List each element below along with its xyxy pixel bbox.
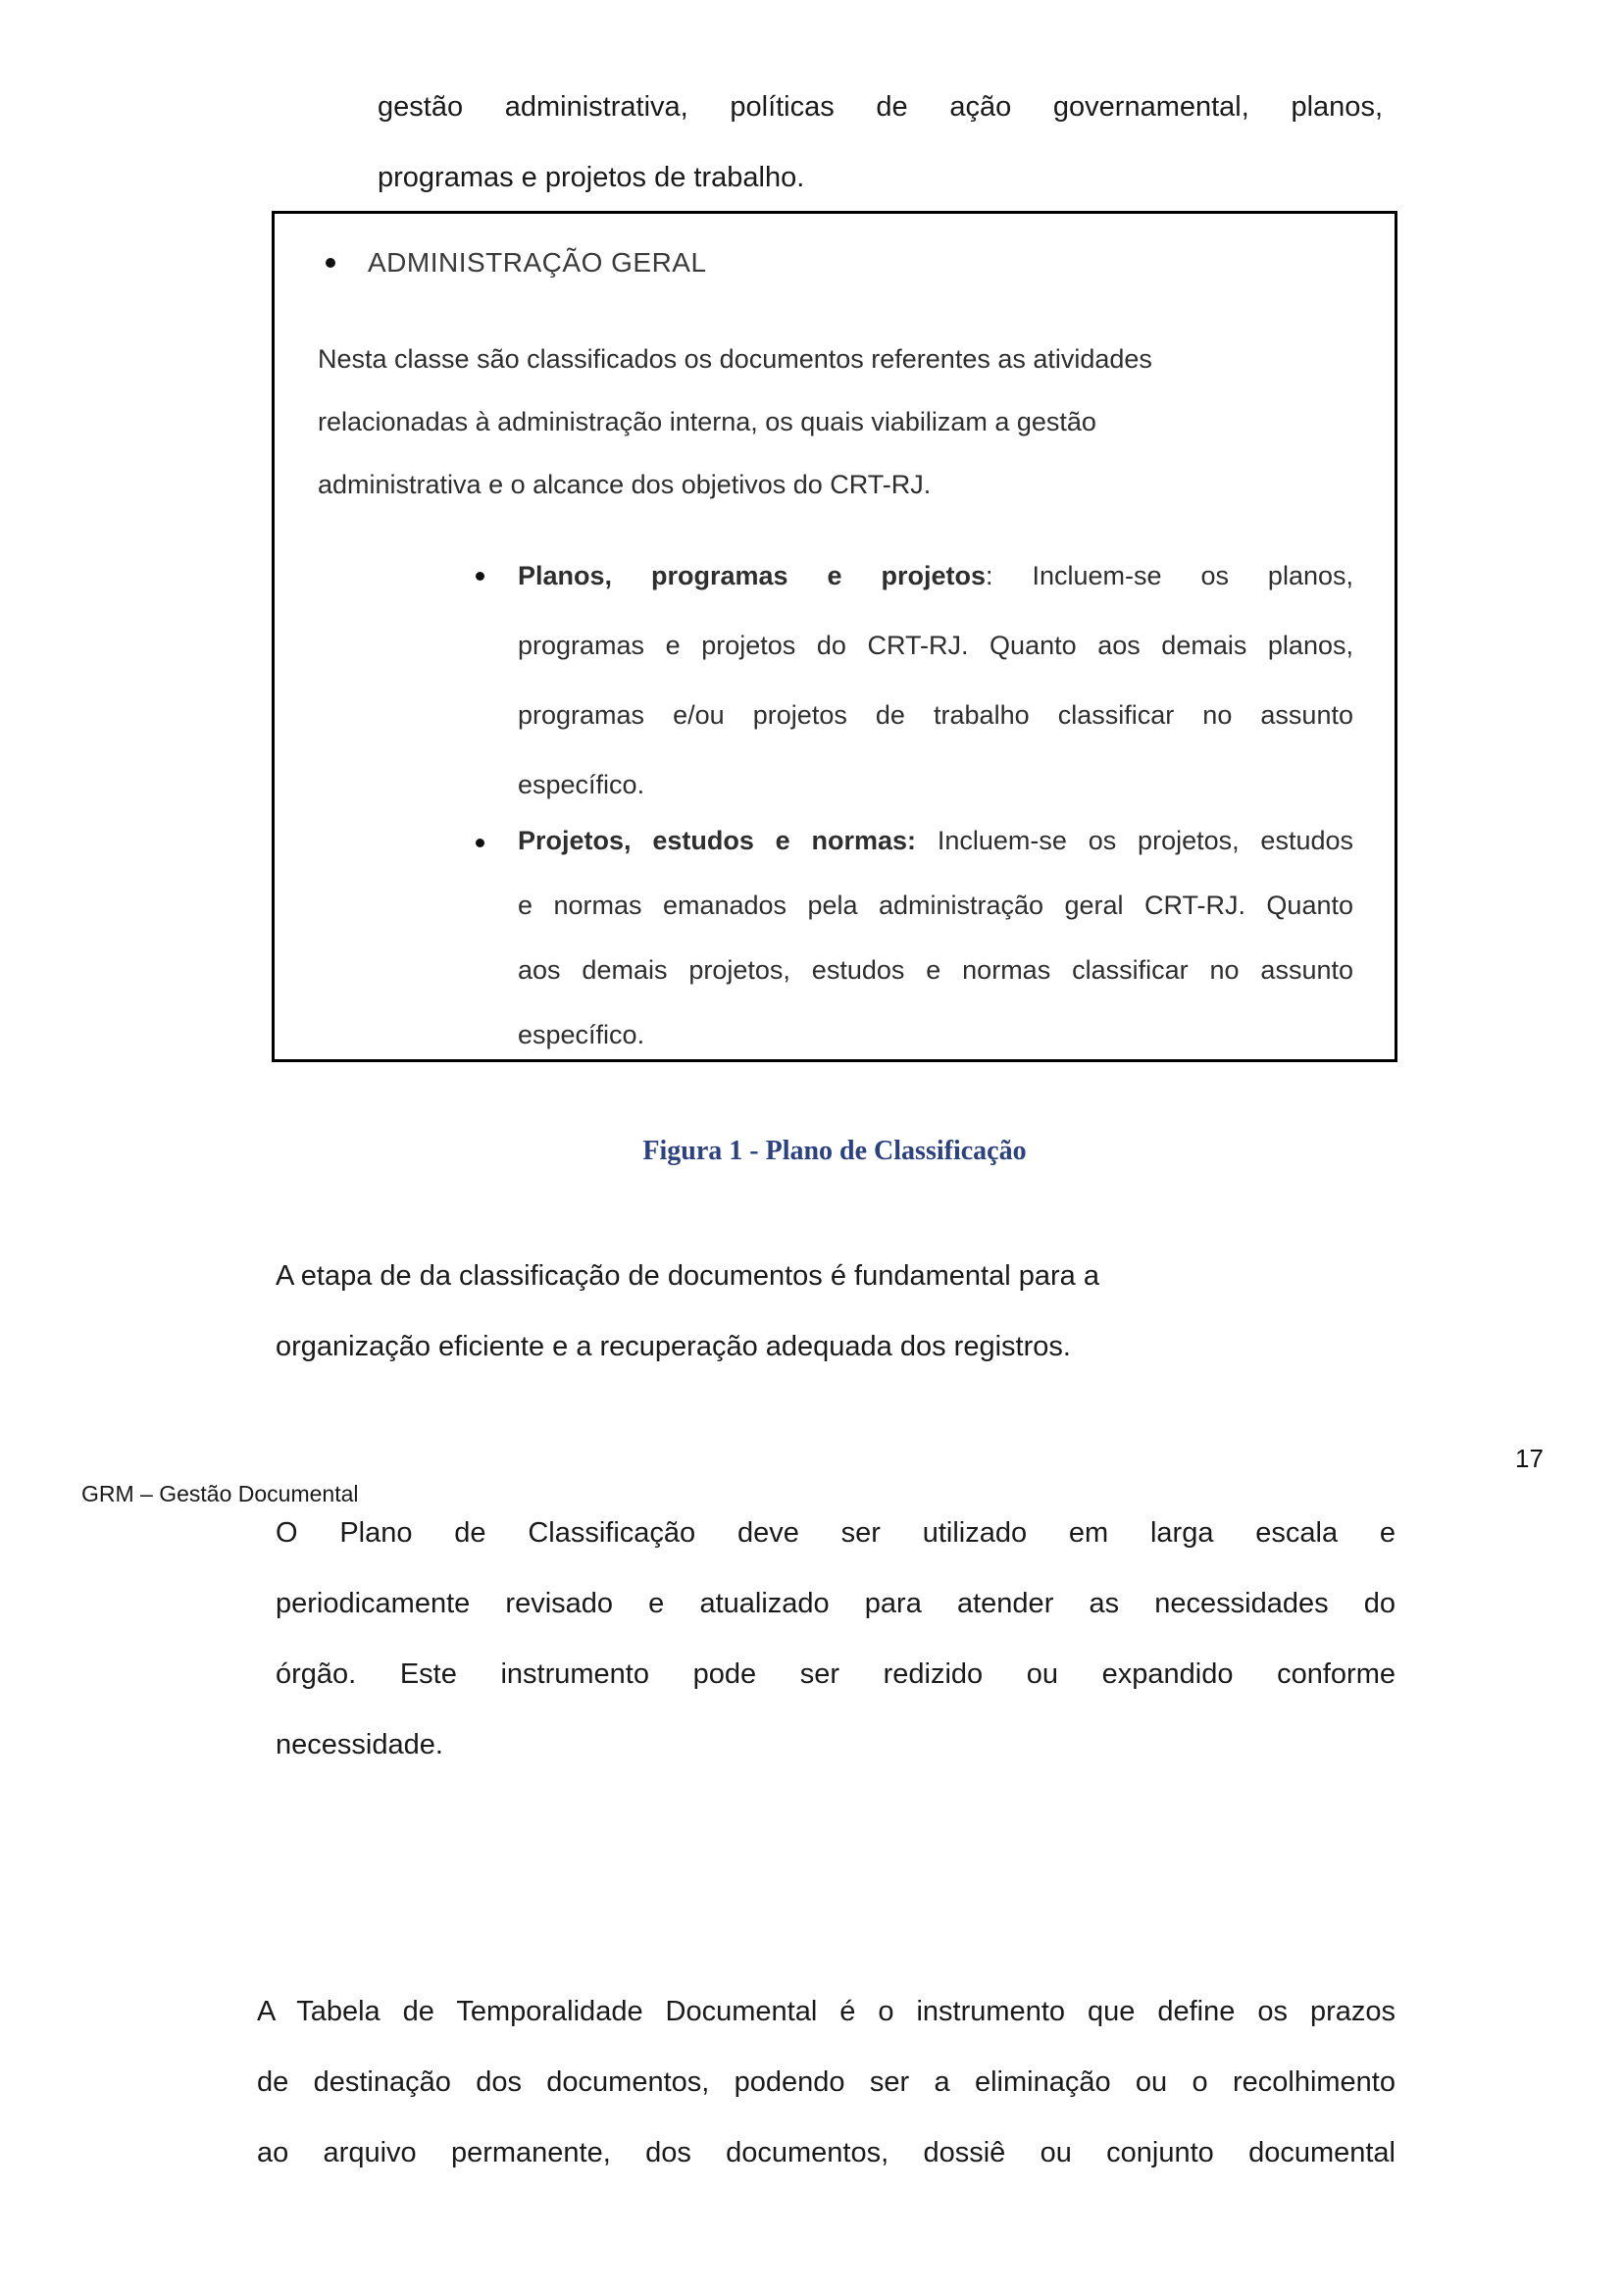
etapa-line-1: A etapa de da classificação de documentos é fundamental para a (276, 1260, 1099, 1292)
etapa-line-2: organização eficiente e a recuperação adequada dos registros. (276, 1331, 1071, 1362)
plano-line-4: necessidade. (276, 1729, 443, 1760)
page-number: 17 (1515, 1444, 1544, 1473)
bullet-projetos-rest: Incluem-se os projetos, estudos (916, 826, 1353, 855)
tabela-line-2: de destinação dos documentos, podendo ser a eliminação ou o recolhimento (257, 2066, 1396, 2098)
bullet-planos-line-4: específico. (518, 770, 645, 799)
figure-heading-label: ADMINISTRAÇÃO GERAL (368, 247, 707, 278)
intro-line-2: programas e projetos de trabalho. (378, 162, 805, 193)
figure-intro-line-3: administrativa e o alcance dos objetivos do CRT-RJ. (318, 470, 932, 499)
bullet-icon (476, 839, 484, 847)
plano-line-1: O Plano de Classificação deve ser utilizado em larga escala e (276, 1517, 1396, 1549)
bullet-icon (326, 258, 335, 268)
paragraph-plano (276, 1498, 1396, 1780)
bullet-planos-rest: : Incluem-se os planos, (985, 561, 1353, 590)
bullet-projetos-line-4: específico. (518, 1020, 645, 1049)
bullet-projetos-line-2: e normas emanados pela administração geral CRT-RJ. Quanto (518, 891, 1353, 920)
figure-bullet-planos (518, 541, 1353, 820)
bullet-planos-bold: Planos, programas e projetos (518, 561, 986, 590)
figure-intro-paragraph (318, 328, 1284, 516)
tabela-line-1: A Tabela de Temporalidade Documental é o instrumento que define os prazos (257, 1996, 1396, 2027)
figure-box (272, 211, 1397, 1062)
paragraph-tabela (257, 1976, 1396, 2188)
figure-heading (326, 243, 707, 282)
bullet-projetos-bold: Projetos, estudos e normas: (518, 826, 917, 855)
figure-bullet-projetos (518, 808, 1353, 1067)
bullet-projetos-line-3: aos demais projetos, estudos e normas classificar no assunto (518, 955, 1353, 985)
figure-caption: Figura 1 - Plano de Classificação (642, 1136, 1027, 1166)
bullet-planos-line-3: programas e/ou projetos de trabalho classificar no assunto (518, 700, 1353, 730)
figure-intro-line-2: relacionadas à administração interna, os quais viabilizam a gestão (318, 407, 1096, 436)
paragraph-etapa (276, 1241, 1398, 1382)
plano-line-3: órgão. Este instrumento pode ser redizido ou expandido conforme (276, 1658, 1396, 1690)
bullet-planos-line-2: programas e projetos do CRT-RJ. Quanto aos demais planos, (518, 631, 1353, 660)
intro-paragraph (378, 72, 1383, 213)
bullet-projetos-line-1 (518, 808, 1353, 873)
plano-line-2: periodicamente revisado e atualizado para atender as necessidades do (276, 1588, 1396, 1619)
bullet-icon (476, 572, 484, 581)
footer-text: GRM – Gestão Documental (81, 1481, 359, 1506)
figure-intro-line-1: Nesta classe são classificados os documentos referentes as atividades (318, 344, 1152, 374)
tabela-line-3: ao arquivo permanente, dos documentos, dossiê ou conjunto documental (257, 2137, 1396, 2168)
bullet-planos-line-1 (518, 541, 1353, 611)
intro-line-1: gestão administrativa, políticas de ação governamental, planos, (378, 91, 1383, 123)
